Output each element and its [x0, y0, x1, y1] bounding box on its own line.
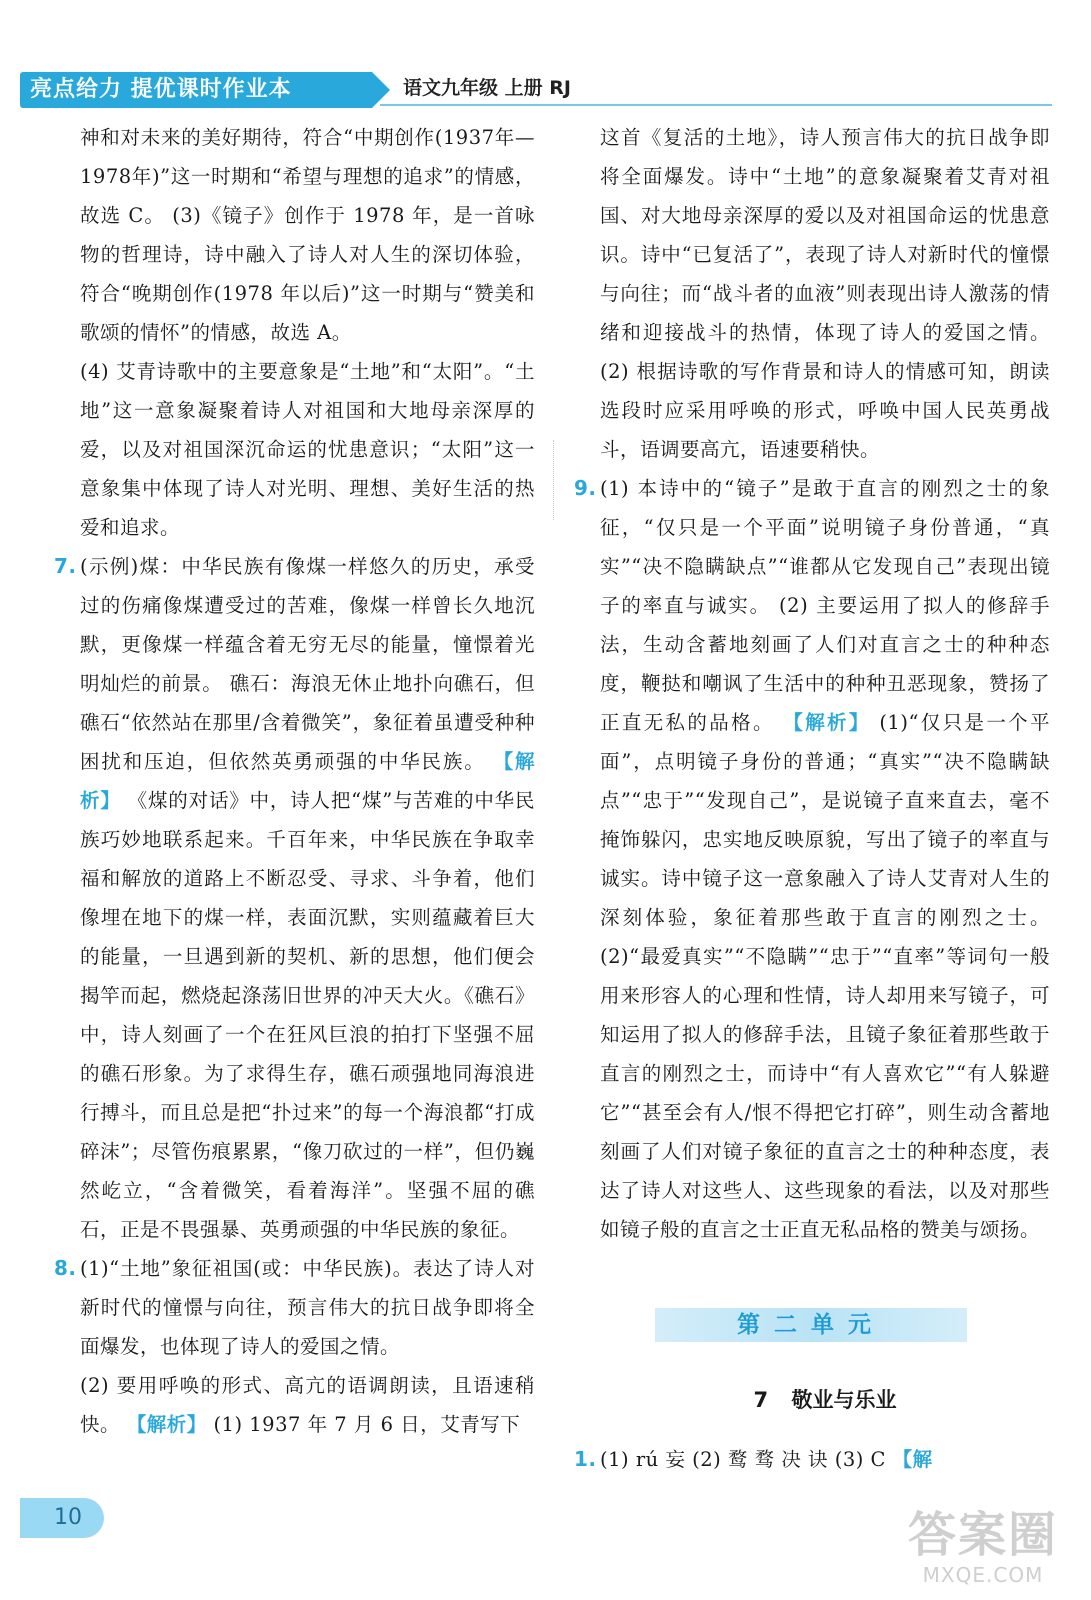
unit-banner: 第二单元: [655, 1308, 967, 1342]
lesson-title: [600, 1384, 1050, 1416]
watermark-url: MXQE.COM: [922, 1563, 1044, 1587]
subject-label: 语文九年级 上册 RJ: [403, 77, 571, 99]
question-8: [54, 1249, 535, 1444]
q7-analysis-tag: 【解析】: [80, 750, 535, 812]
question-9: [574, 469, 1051, 1249]
watermark-logo: [888, 1508, 1078, 1594]
question-number-7: 7.: [54, 554, 77, 578]
right-column: [574, 118, 1051, 1249]
question-7: [54, 547, 535, 1249]
q8-analysis-tag: 【解析】: [126, 1413, 207, 1436]
lesson-number: 7: [753, 1388, 769, 1412]
question-number-9: 9.: [574, 476, 597, 500]
q9-answer: (1) 本诗中的“镜子”是敢于直言的刚烈之士的象征，“仅只是一个平面”说明镜子身份普通，“真实”“决不隐瞒缺点”“谁都从它发现自己”表现出镜子的率直与诚实。 (2) 主要运用了拟人的修辞手法，生动含蓄地刻画了人们对直言之士的种种态度，鞭挞和嘲讽了生活中的种种丑恶现象，赞扬了正直无私的品格。: [600, 477, 1050, 734]
page-number: 10: [20, 1498, 104, 1538]
q8-analysis: (1) 1937 年 7 月 6 日，艾青写下: [213, 1413, 521, 1436]
q8-answer-2: (2) 要用呼唤的形式、高亢的语调朗读，且语速稍快。: [80, 1374, 535, 1436]
q8-answer-1: (1)“土地”象征祖国(或：中华民族)。表达了诗人对新时代的憧憬与向往，预言伟大的抗日战争即将全面爆发，也体现了诗人的爱国之情。: [80, 1257, 535, 1358]
q7-analysis: 《煤的对话》中，诗人把“煤”与苦难的中华民族巧妙地联系起来。千百年来，中华民族在争取幸福和解放的道路上不断忍受、寻求、斗争着，他们像埋在地下的煤一样，表面沉默，实则蕴藏着巨大的能量，一旦遇到新的契机、新的思想，他们便会揭竿而起，燃烧起涤荡旧世界的冲天大火。《礁石》中，诗人刻画了一个在狂风巨浪的拍打下坚强不屈的礁石形象。为了求得生存，礁石顽强地同海浪进行搏斗，而且总是把“扑过来”的每一个海浪都“打成碎沫”；尽管伤痕累累，“像刀砍过的一样”，但仍巍然屹立，“含着微笑，看着海洋”。坚强不屈的礁石，正是不畏强暴、英勇顽强的中华民族的象征。: [80, 789, 535, 1241]
question-number-1: 1.: [574, 1447, 597, 1471]
paragraph-q8-analysis-continued: 这首《复活的土地》，诗人预言伟大的抗日战争即将全面爆发。诗中“土地”的意象凝聚着艾青对祖国、对大地母亲深厚的爱以及对祖国命运的忧患意识。诗中“已复活了”，表现了诗人对新时代的憧憬与向往；而“战斗者的血液”则表现出诗人激荡的情绪和迎接战斗的热情，体现了诗人的爱国之情。 (2) 根据诗歌的写作背景和诗人的情感可知，朗读选段时应采用呼唤的形式，呼唤中国人民英勇战斗，语调要高亢，语速要稍快。: [600, 126, 1050, 461]
header-rule: [380, 104, 1052, 106]
watermark-main: 答案圈: [907, 1507, 1058, 1563]
q1-answer: (1) rú 妄 (2) 鹜 骛 决 诀 (3) C: [600, 1448, 886, 1471]
question-number-8: 8.: [54, 1256, 77, 1280]
left-column: [54, 118, 535, 1444]
paragraph-q6-continued: 神和对未来的美好期待，符合“中期创作(1937年—1978年)”这一时期和“希望与理想的追求”的情感，故选 C。 (3)《镜子》创作于 1978 年，是一首咏物的哲理诗，诗中融入了诗人对人生的深切体验，符合“晚期创作(1978 年以后)”这一时期与“赞美和歌颂的情怀”的情感，故选 A。: [80, 126, 535, 344]
question-1: [574, 1440, 1050, 1479]
column-divider: [553, 440, 554, 520]
lesson-name: 敬业与乐业: [791, 1388, 897, 1412]
q7-answer: (示例)煤：中华民族有像煤一样悠久的历史，承受过的伤痛像煤遭受过的苦难，像煤一样曾长久地沉默，更像煤一样蕴含着无穷无尽的能量，憧憬着光明灿烂的前景。 礁石：海浪无休止地扑向礁石，但礁石“依然站在那里/含着微笑”，象征着虽遭受种种困扰和压迫，但依然英勇顽强的中华民族。: [80, 555, 535, 773]
q9-analysis-tag: 【解析】: [783, 711, 871, 734]
q9-analysis: (1)“仅只是一个平面”，点明镜子身份的普通；“真实”“决不隐瞒缺点”“忠于”“发现自己”，是说镜子直来直去，毫不掩饰躲闪，忠实地反映原貌，写出了镜子的率直与诚实。诗中镜子这一意象融入了诗人艾青对人生的深刻体验，象征着那些敢于直言的刚烈之士。 (2)“最爱真实”“不隐瞒”“忠于”“直率”等词句一般用来形容人的心理和性情，诗人却用来写镜子，可知运用了拟人的修辞手法，且镜子象征着那些敢于直言的刚烈之士，而诗中“有人喜欢它”“有人躲避它”“甚至会有人/恨不得把它打碎”，则生动含蓄地刻画了人们对镜子象征的直言之士的种种态度，表达了诗人对这些人、这些现象的看法，以及对那些如镜子般的直言之士正直无私品格的赞美与颂扬。: [600, 711, 1051, 1241]
paragraph-q6-part4: (4) 艾青诗歌中的主要意象是“土地”和“太阳”。“土地”这一意象凝聚着诗人对祖国和大地母亲深厚的爱，以及对祖国深沉命运的忧患意识；“太阳”这一意象集中体现了诗人对光明、理想、美好生活的热爱和追求。: [80, 360, 535, 539]
q1-analysis-tag: 【解: [892, 1448, 933, 1471]
series-title: 亮点给力 提优课时作业本: [30, 77, 292, 102]
